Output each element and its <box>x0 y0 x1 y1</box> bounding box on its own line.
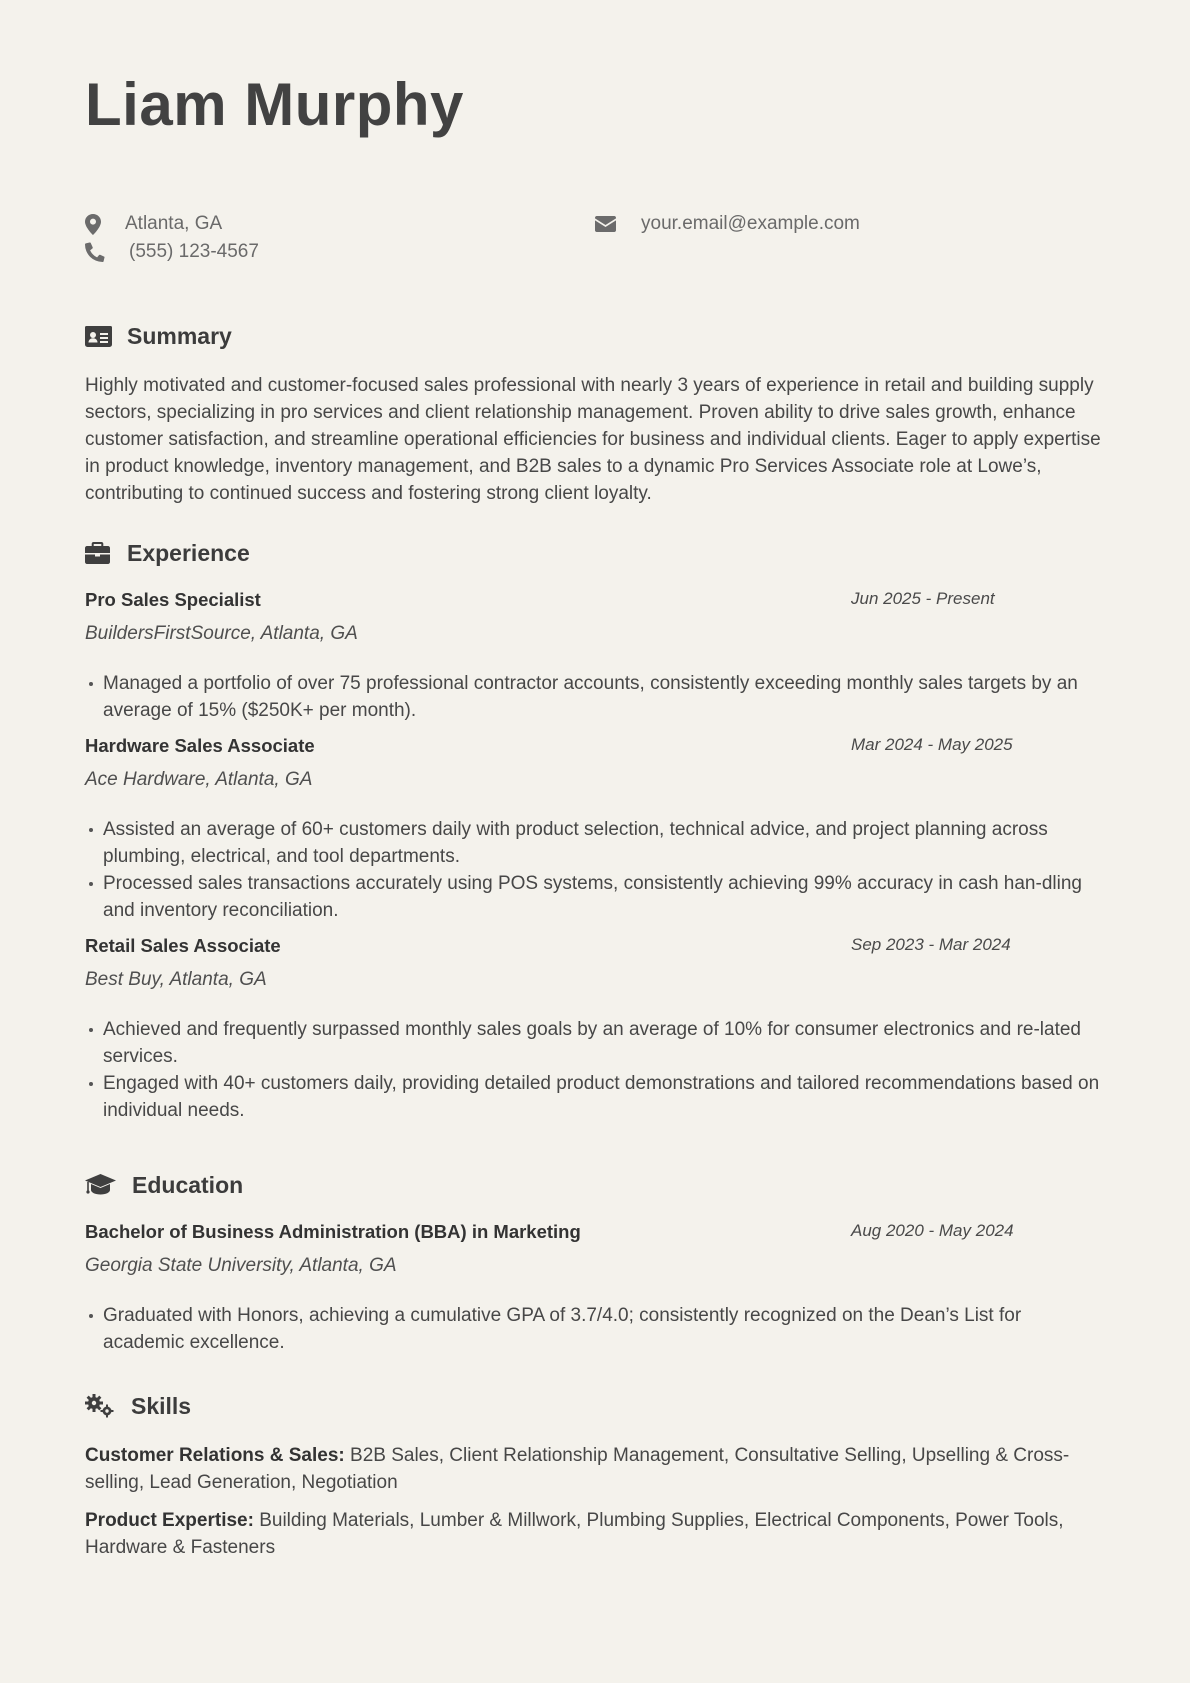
job-company: BuildersFirstSource, Atlanta, GA <box>85 623 358 644</box>
education-section <box>85 1169 1105 1356</box>
job-bullets <box>85 1016 1105 1124</box>
contact-email <box>595 213 860 235</box>
job-bullets <box>85 670 1105 724</box>
skill-group-label: Product Expertise: <box>85 1510 254 1531</box>
location-text: Atlanta, GA <box>125 213 223 234</box>
skills-title: Skills <box>131 1392 192 1419</box>
skill-group-items: Building Materials, Lumber & Millwork, Plumbing Supplies, Electrical Components, Power Tools, Hardware & Fasteners <box>85 1510 1064 1558</box>
summary-title: Summary <box>127 322 232 349</box>
experience-section <box>85 537 1105 1124</box>
skill-group-items: B2B Sales, Client Relationship Management, Consultative Selling, Upselling & Cross-selling, Lead Generation, Negotiation <box>85 1445 1070 1493</box>
bullet-item: Assisted an average of 60+ customers daily with product selection, technical advice, and project planning across plumbing, electrical, and tool departments. <box>103 816 1105 870</box>
education-bullets <box>85 1302 1105 1356</box>
job-dates: Jun 2025 - Present <box>851 589 995 608</box>
gears-icon <box>85 1394 115 1418</box>
bullet-item: Engaged with 40+ customers daily, providing detailed product demonstrations and tailored recommendations based on individual needs. <box>103 1070 1105 1124</box>
degree-title: Bachelor of Business Administration (BBA) in Marketing <box>85 1221 581 1242</box>
bullet-item: Graduated with Honors, achieving a cumulative GPA of 3.7/4.0; consistently recognized on the Dean’s List for academic excellence. <box>103 1302 1105 1356</box>
bullet-item: Managed a portfolio of over 75 professional contractor accounts, consistently exceeding monthly sales targets by an average of 15% ($250K+ per month). <box>103 670 1105 724</box>
school-name: Georgia State University, Atlanta, GA <box>85 1255 397 1276</box>
entry-header <box>85 935 1105 961</box>
education-title: Education <box>132 1171 244 1198</box>
job-company: Ace Hardware, Atlanta, GA <box>85 769 313 790</box>
experience-heading <box>85 537 1105 569</box>
candidate-name: Liam Murphy <box>85 71 464 138</box>
envelope-icon <box>595 213 617 235</box>
job-title: Hardware Sales Associate <box>85 735 315 756</box>
bullet-item: Processed sales transactions accurately using POS systems, consistently achieving 99% accuracy in cash han-dling and inventory reconciliation. <box>103 870 1105 924</box>
skills-section <box>85 1390 1105 1561</box>
skill-group <box>85 1442 1105 1496</box>
contact-location <box>85 213 222 235</box>
contact-phone <box>85 241 259 263</box>
bullet-item: Achieved and frequently surpassed monthly sales goals by an average of 10% for consumer electronics and re-lated services. <box>103 1016 1105 1070</box>
summary-section <box>85 320 1105 507</box>
phone-icon <box>85 241 105 263</box>
skill-group <box>85 1507 1105 1561</box>
job-bullets <box>85 816 1105 924</box>
entry-header <box>85 1221 1105 1247</box>
id-card-icon <box>85 324 113 348</box>
phone-text: (555) 123-4567 <box>129 241 259 262</box>
summary-heading <box>85 320 1105 352</box>
education-entry <box>85 1221 1105 1356</box>
map-pin-icon <box>85 213 105 235</box>
skill-group-label: Customer Relations & Sales: <box>85 1445 345 1466</box>
email-link[interactable]: your.email@example.com <box>641 213 860 234</box>
experience-entry <box>85 935 1105 1124</box>
summary-text: Highly motivated and customer-focused sales professional with nearly 3 years of experience in retail and building supply sectors, specializing in pro services and client relationship management. Proven ability to drive sales growth, enhance customer satisfaction, and streamline operational efficiencies for business and individual clients. Eager to apply expertise in product knowledge, inventory management, and B2B sales to a dynamic Pro Services Associate role at Lowe’s, contributing to continued success and fostering strong client loyalty. <box>85 375 1101 504</box>
entry-header <box>85 589 1105 615</box>
briefcase-icon <box>85 541 113 565</box>
job-dates: Sep 2023 - Mar 2024 <box>851 935 1011 954</box>
experience-entry <box>85 589 1105 724</box>
experience-entry <box>85 735 1105 924</box>
job-company: Best Buy, Atlanta, GA <box>85 969 267 990</box>
skills-heading <box>85 1390 1105 1422</box>
education-heading <box>85 1169 1105 1201</box>
experience-title: Experience <box>127 539 250 566</box>
graduation-cap-icon <box>85 1173 116 1197</box>
education-dates: Aug 2020 - May 2024 <box>851 1221 1014 1240</box>
job-dates: Mar 2024 - May 2025 <box>851 735 1013 754</box>
job-title: Retail Sales Associate <box>85 935 281 956</box>
entry-header <box>85 735 1105 761</box>
job-title: Pro Sales Specialist <box>85 589 261 610</box>
